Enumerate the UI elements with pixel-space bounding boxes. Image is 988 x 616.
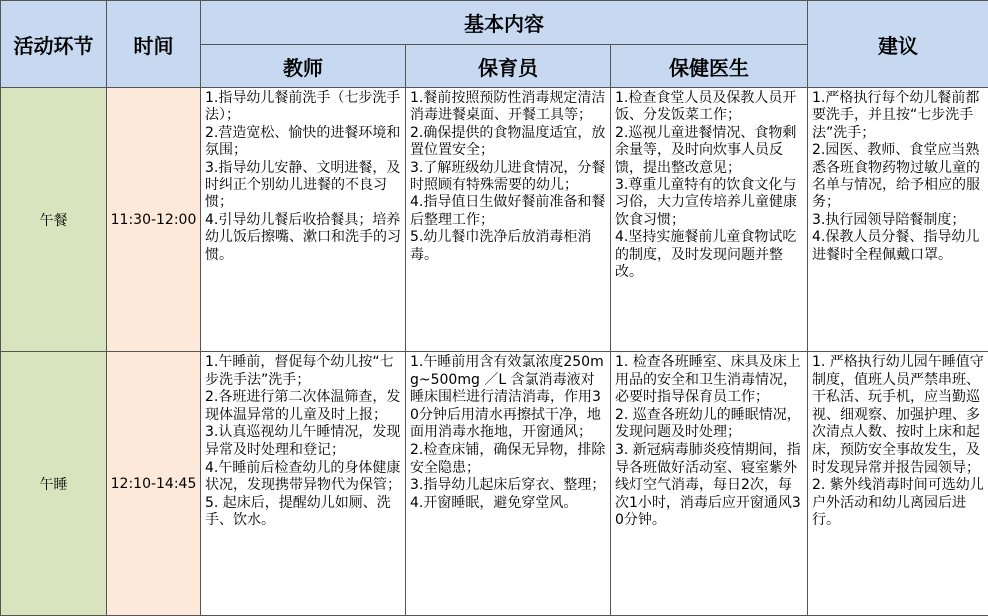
teacher-cell: 1.指导幼儿餐前洗手（七步洗手法）； 2.营造宽松、愉快的进餐环境和氛围； 3.指导幼儿安静、文明进餐，及时纠正个别幼儿进餐的不良习惯； 4.引导幼儿餐后收拾餐具；培养幼儿饭后擦嘴、漱口和洗手的习惯。 bbox=[201, 88, 406, 352]
suggestion-cell: 1. 严格执行幼儿园午睡值守制度，值班人员严禁串班、干私活、玩手机，应当勤巡视、细观察、加强护理、多次清点人数、按时上床和起床，预防安全事故发生，及时发现异常并报告园领导； 2. 紫外线消毒时间可选幼儿户外活动和幼儿离园后进行。 bbox=[808, 352, 988, 616]
header-suggestion: 建议 bbox=[808, 1, 988, 88]
header-activity: 活动环节 bbox=[1, 1, 107, 88]
activity-cell: 午睡 bbox=[1, 352, 107, 616]
caregiver-cell: 1.午睡前用含有效氯浓度250mg~500mg ／L 含氯消毒液对睡床围栏进行清洁消毒，作用30分钟后用清水再擦拭干净，地面用消毒水拖地，开窗通风； 2.检查床铺，确保无异物，排除安全隐患； 3.指导幼儿起床后穿衣、整理； 4.开窗睡眠，避免穿堂风。 bbox=[406, 352, 611, 616]
caregiver-cell: 1.餐前按照预防性消毒规定清洁消毒进餐桌面、开餐工具等； 2.确保提供的食物温度适宜，放置位置安全； 3.了解班级幼儿进食情况，分餐时照顾有特殊需要的幼儿； 4.指导值日生做好餐前准备和餐后整理工作； 5.幼儿餐巾洗净后放消毒柜消毒。 bbox=[406, 88, 611, 352]
teacher-cell: 1.午睡前，督促每个幼儿按“七步洗手法”洗手； 2.各班进行第二次体温筛查，发现体温异常的儿童及时上报； 3.认真巡视幼儿午睡情况，发现异常及时处理和登记； 4.午睡前后检查幼儿的身体健康状况，发现携带异物代为保管； 5. 起床后，提醒幼儿如厕、洗手、饮水。 bbox=[201, 352, 406, 616]
header-doctor: 保健医生 bbox=[611, 45, 808, 88]
activity-cell: 午餐 bbox=[1, 88, 107, 352]
time-cell: 11:30-12:00 bbox=[107, 88, 201, 352]
table-row-nap bbox=[1, 352, 988, 616]
doctor-cell: 1.检查食堂人员及保教人员开饭、分发饭菜工作； 2.巡视儿童进餐情况、食物剩余量等，及时向炊事人员反馈，提出整改意见； 3.尊重儿童特有的饮食文化与习俗，大力宣传培养儿童健康饮食习惯； 4.坚持实施餐前儿童食物试吃的制度，及时发现问题并整改。 bbox=[611, 88, 808, 352]
header-time: 时间 bbox=[107, 1, 201, 88]
header-teacher: 教师 bbox=[201, 45, 406, 88]
suggestion-cell: 1.严格执行每个幼儿餐前都要洗手，并且按“七步洗手法”洗手； 2.园医、教师、食堂应当熟悉各班食物药物过敏儿童的名单与情况，给予相应的服务； 3.执行园领导陪餐制度； 4.保教人员分餐、指导幼儿进餐时全程佩戴口罩。 bbox=[808, 88, 988, 352]
time-cell: 12:10-14:45 bbox=[107, 352, 201, 616]
header-basic-content: 基本内容 bbox=[201, 1, 808, 45]
table-row-lunch bbox=[1, 88, 988, 352]
header-caregiver: 保育员 bbox=[406, 45, 611, 88]
doctor-cell: 1. 检查各班睡室、床具及床上用品的安全和卫生消毒情况，必要时指导保育员工作； 2. 巡查各班幼儿的睡眠情况，发现问题及时处理； 3. 新冠病毒肺炎疫情期间，指导各班做好活动室、寝室紫外线灯空气消毒，每日2次，每次1小时，消毒后应开窗通风30分钟。 bbox=[611, 352, 808, 616]
